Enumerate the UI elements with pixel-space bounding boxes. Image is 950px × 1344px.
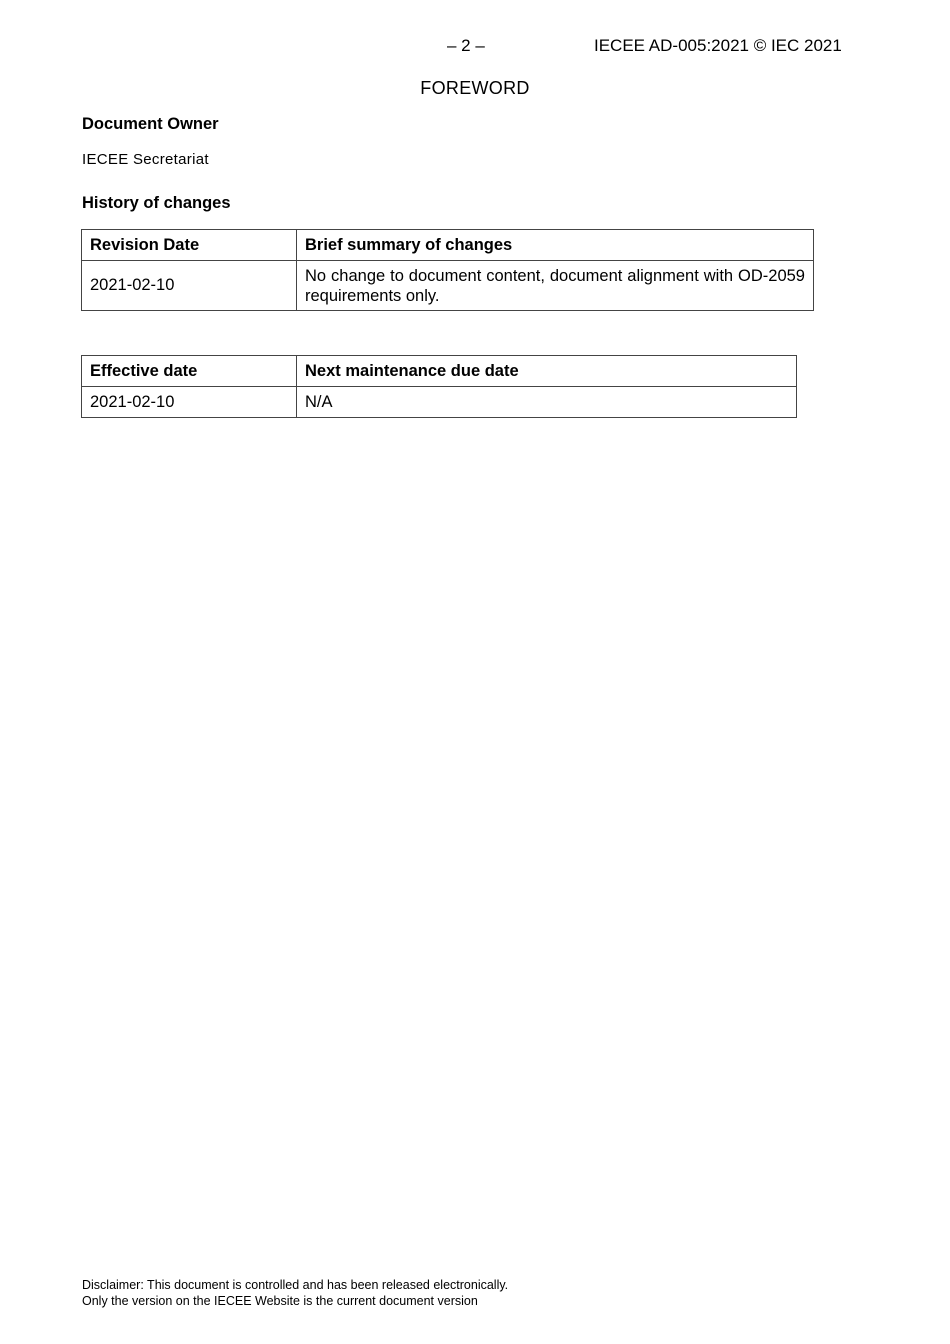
disclaimer-line-2: Only the version on the IECEE Website is the current document version xyxy=(82,1293,478,1308)
table-header-row xyxy=(82,356,797,387)
table-row xyxy=(82,387,797,418)
effective-date-cell: 2021-02-10 xyxy=(82,387,297,418)
revision-date-cell: 2021-02-10 xyxy=(82,261,297,311)
column-header-effective-date: Effective date xyxy=(82,356,297,387)
disclaimer-line-1: Disclaimer: This document is controlled and has been released electronically. xyxy=(82,1278,509,1292)
document-owner-value: IECEE Secretariat xyxy=(82,151,209,168)
document-reference: IECEE AD-005:2021 © IEC 2021 xyxy=(594,36,842,55)
history-of-changes-table xyxy=(81,229,814,311)
next-maintenance-cell: N/A xyxy=(297,387,797,418)
document-owner-heading: Document Owner xyxy=(82,115,219,133)
maintenance-table xyxy=(81,355,797,418)
column-header-next-maintenance: Next maintenance due date xyxy=(297,356,797,387)
table-row xyxy=(82,261,814,311)
column-header-revision-date: Revision Date xyxy=(82,230,297,261)
table-header-row xyxy=(82,230,814,261)
history-of-changes-heading: History of changes xyxy=(82,194,231,212)
disclaimer xyxy=(82,1278,508,1309)
page-number: – 2 – xyxy=(447,36,485,55)
summary-cell: No change to document content, document alignment with OD-2059 requirements only. xyxy=(297,261,814,311)
column-header-summary: Brief summary of changes xyxy=(297,230,814,261)
foreword-title: FOREWORD xyxy=(420,78,530,98)
